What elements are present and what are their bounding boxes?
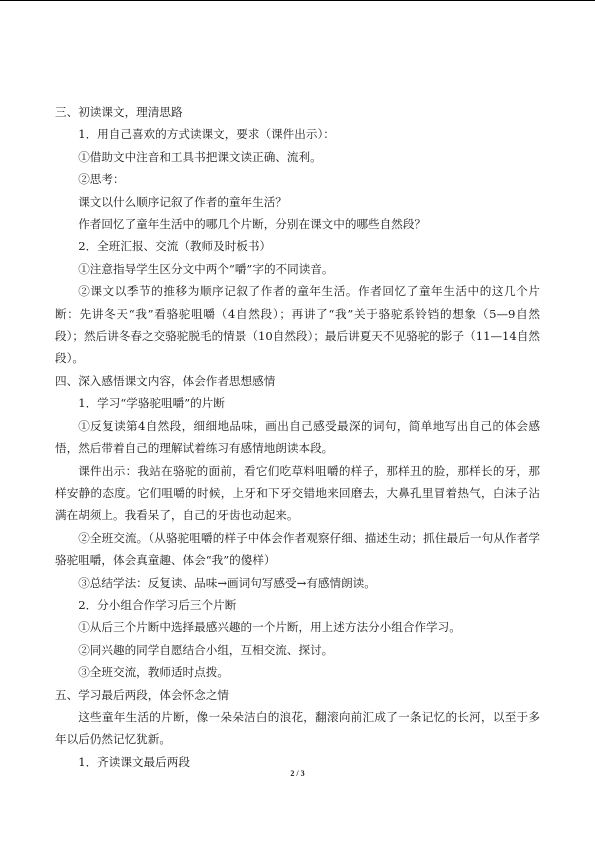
body-paragraph: ②全班交流。（从骆驼咀嚼的样子中体会作者观察仔细、描述生动；抓住最后一句从作者学骆驼咀嚼，体会真童趣、体会“我”的傻样） bbox=[55, 530, 540, 568]
body-paragraph: ③全班交流，教师适时点拨。 bbox=[78, 665, 229, 680]
body-paragraph: 1．学习“学骆驼咀嚼”的片断 bbox=[78, 396, 225, 411]
header-rule bbox=[0, 0, 595, 1]
body-paragraph: ①注意指导学生区分文中两个“嚼”字的不同读音。 bbox=[78, 261, 334, 276]
body-paragraph: 课件出示：我站在骆驼的面前，看它们吃草料咀嚼的样子，那样丑的脸，那样长的牙，那样安静的态度。它们咀嚼的时候，上牙和下牙交错地来回磨去，大鼻孔里冒着热气，白沫子沾满在胡须上。我看呆了，自己的牙齿也动起来。 bbox=[55, 463, 540, 523]
body-paragraph: 作者回忆了童年生活中的哪几个片断，分别在课文中的哪些自然段？ bbox=[78, 217, 427, 232]
body-paragraph: ③总结学法：反复读、品味→画词句写感受→有感情朗读。 bbox=[78, 575, 376, 590]
section-heading: 四、深入感悟课文内容，体会作者思想感情 bbox=[55, 373, 276, 388]
section-heading: 五、学习最后两段，体会怀念之情 bbox=[55, 687, 229, 702]
body-paragraph: 课文以什么顺序记叙了作者的童年生活？ bbox=[78, 194, 287, 209]
body-paragraph: 2．分小组合作学习后三个片断 bbox=[78, 597, 237, 612]
body-paragraph: ②思考： bbox=[78, 172, 125, 187]
section-heading: 三、初读课文，理清思路 bbox=[55, 105, 183, 119]
body-paragraph: 1．用自己喜欢的方式读课文，要求（课件出示）： bbox=[78, 127, 335, 142]
body-paragraph: ①借助文中注音和工具书把课文读正确、流利。 bbox=[78, 149, 322, 164]
body-paragraph: ①反复读第4自然段，细细地品味，画出自己感受最深的词句，简单地写出自己的体会感悟，然后带着自己的理解试着练习有感情地朗读本段。 bbox=[55, 418, 540, 456]
body-paragraph: 2．全班汇报、交流（教师及时板书） bbox=[78, 239, 272, 254]
body-paragraph: ②课文以季节的推移为顺序记叙了作者的童年生活。作者回忆了童年生活中的这几个片断：先讲冬天“我”看骆驼咀嚼（4自然段）；再讲了“我”关于骆驼系铃铛的想象（5—9自然段）；然后讲冬春之交骆驼脱毛的情景（10自然段）；最后讲夏天不见骆驼的影子（11—14自然段）。 bbox=[55, 284, 540, 366]
body-paragraph: ②同兴趣的同学自愿结合小组，互相交流、探讨。 bbox=[78, 642, 334, 657]
body-paragraph: ①从后三个片断中选择最感兴趣的一个片断，用上述方法分小组合作学习。 bbox=[78, 620, 461, 635]
body-paragraph: 这些童年生活的片断，像一朵朵洁白的浪花，翻滚向前汇成了一条记忆的长河，以至于多年以后仍然记忆犹新。 bbox=[55, 709, 540, 747]
page-number: 2 / 3 bbox=[290, 769, 305, 778]
document-body bbox=[55, 101, 540, 773]
body-paragraph: 1．齐读课文最后两段 bbox=[78, 754, 190, 769]
